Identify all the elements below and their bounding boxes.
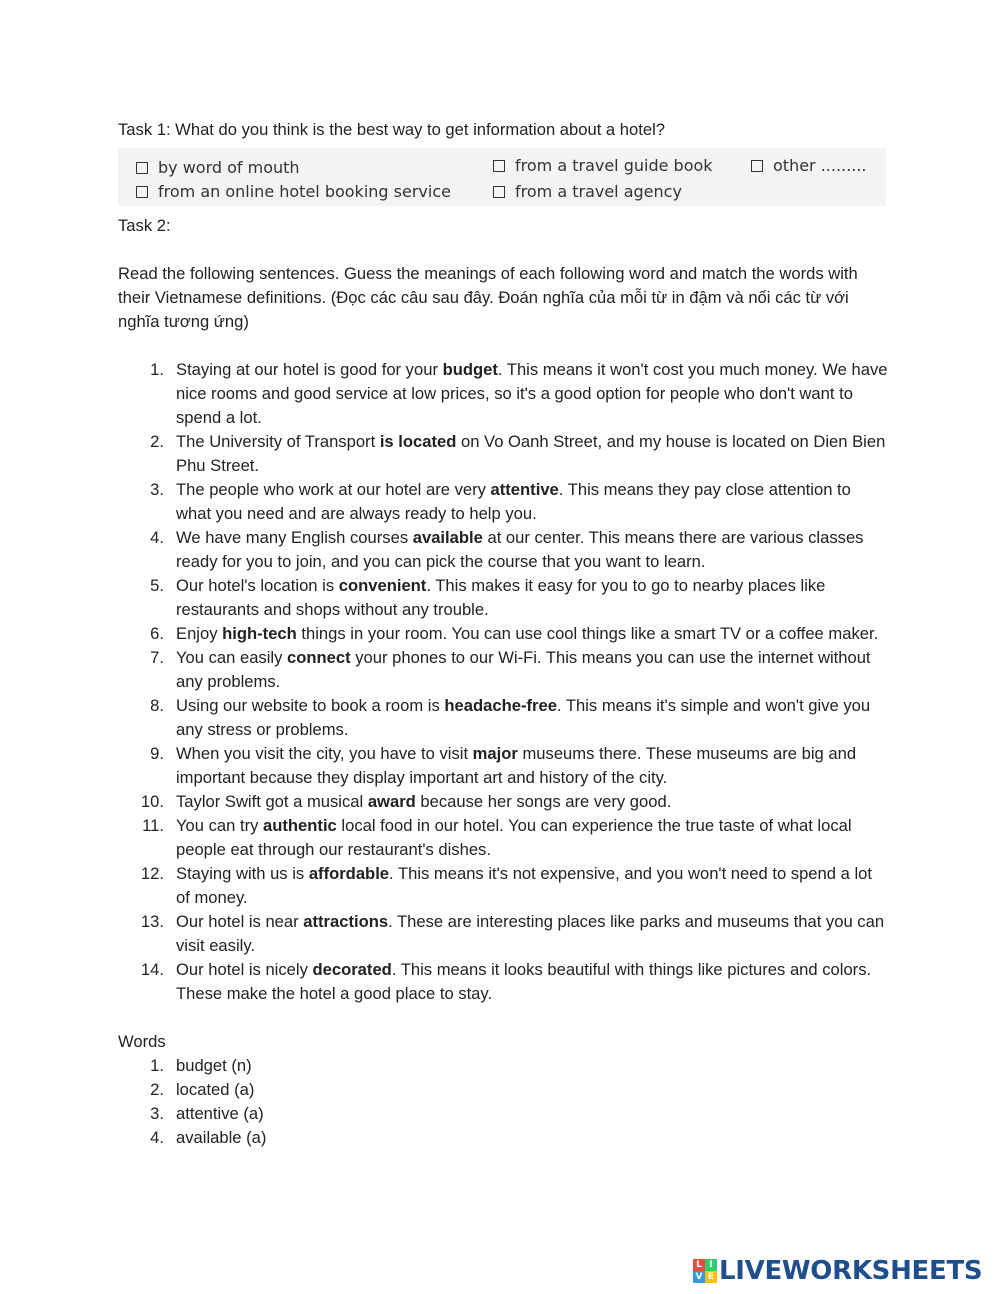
keyword: attentive: [490, 480, 559, 499]
sentence-text-before: You can easily: [176, 648, 288, 667]
sentence-text-after: museums there. These museums are big and important because they display important art and history of the city.: [176, 744, 857, 787]
sentence-text-before: Staying with us is: [176, 864, 309, 883]
logo-mark-tile: V: [693, 1271, 705, 1283]
task1-title: Task 1: What do you think is the best way to get information about a hotel?: [118, 120, 665, 139]
word-text: located (a): [176, 1080, 255, 1099]
logo-mark-icon: [693, 1259, 717, 1283]
item-number: 13.: [140, 912, 164, 931]
sentence-item: [118, 358, 888, 430]
sentence-text-before: We have many English courses: [176, 528, 413, 547]
sentence-item: [118, 910, 888, 958]
item-number: 8.: [150, 696, 164, 715]
option-label: from a travel guide book: [515, 156, 713, 175]
sentence-text-after: on Vo Oanh Street, and my house is located on Dien Bien Phu Street.: [176, 432, 886, 475]
sentence-text-after: your phones to our Wi-Fi. This means you can use the internet without any problems.: [176, 648, 871, 691]
sentence-list: [118, 358, 888, 1006]
word-list: [118, 1054, 888, 1150]
sentence-item: [118, 694, 888, 742]
words-title: Words: [118, 1032, 166, 1051]
keyword: convenient: [338, 576, 427, 595]
option-label: from an online hotel booking service: [158, 182, 451, 201]
sentence-item: [118, 814, 888, 862]
sentence-text-before: Staying at our hotel is good for your: [176, 360, 443, 379]
sentence-item: [118, 478, 888, 526]
checkbox[interactable]: [136, 162, 148, 174]
keyword: authentic: [263, 816, 337, 835]
keyword: attractions: [303, 912, 389, 931]
word-item: [118, 1054, 888, 1078]
item-number: 3.: [150, 1104, 164, 1123]
option-word-of-mouth[interactable]: [136, 156, 300, 180]
keyword: budget: [442, 360, 498, 379]
sentence-text-after: local food in our hotel. You can experience the true taste of what local people eat through our restaurant's dishes.: [176, 816, 852, 859]
sentence-item: [118, 862, 888, 910]
sentence-item: [118, 622, 888, 646]
sentence-text-before: Our hotel's location is: [176, 576, 339, 595]
keyword: headache-free: [444, 696, 557, 715]
keyword: major: [472, 744, 518, 763]
item-number: 14.: [140, 960, 164, 979]
option-label: other .........: [773, 156, 867, 175]
sentence-text-before: Using our website to book a room is: [176, 696, 445, 715]
keyword: high-tech: [222, 624, 297, 643]
option-other[interactable]: [751, 154, 866, 178]
checkbox[interactable]: [493, 160, 505, 172]
logo-text: LIVEWORKSHEETS: [719, 1256, 983, 1286]
sentence-text-before: Our hotel is nicely: [176, 960, 313, 979]
sentence-item: [118, 790, 888, 814]
sentence-item: [118, 574, 888, 622]
item-number: 10.: [140, 792, 164, 811]
option-online-booking[interactable]: [136, 180, 451, 204]
sentence-text-before: The University of Transport: [176, 432, 380, 451]
word-text: budget (n): [176, 1056, 252, 1075]
keyword: connect: [287, 648, 351, 667]
option-travel-agency[interactable]: [493, 180, 682, 204]
item-number: 2.: [150, 1080, 164, 1099]
liveworksheets-logo: [693, 1256, 982, 1286]
sentence-item: [118, 958, 888, 1006]
sentence-item: [118, 742, 888, 790]
sentence-text-after: things in your room. You can use cool things like a smart TV or a coffee maker.: [296, 624, 879, 643]
sentence-text-before: Our hotel is near: [176, 912, 304, 931]
checkbox[interactable]: [493, 186, 505, 198]
checkbox[interactable]: [751, 160, 763, 172]
sentence-text-after: . This means they pay close attention to what you need and are always ready to help you.: [176, 480, 851, 523]
item-number: 2.: [150, 432, 164, 451]
logo-mark-tile: I: [705, 1259, 717, 1271]
sentence-text-after: . This means it's simple and won't give you any stress or problems.: [176, 696, 871, 739]
sentence-text-before: The people who work at our hotel are very: [176, 480, 491, 499]
sentence-text-after: . These are interesting places like parks and museums that you can visit easily.: [176, 912, 885, 955]
word-text: available (a): [176, 1128, 267, 1147]
sentence-text-after: . This means it looks beautiful with things like pictures and colors. These make the hotel a good place to stay.: [176, 960, 872, 1003]
sentence-text-before: Taylor Swift got a musical: [176, 792, 368, 811]
sentence-text-after: because her songs are very good.: [415, 792, 672, 811]
item-number: 6.: [150, 624, 164, 643]
sentence-text-before: When you visit the city, you have to visit: [176, 744, 473, 763]
checkbox[interactable]: [136, 186, 148, 198]
sentence-text-after: . This means it's not expensive, and you won't need to spend a lot of money.: [176, 864, 872, 907]
item-number: 11.: [142, 816, 164, 835]
item-number: 12.: [140, 864, 164, 883]
sentence-text-after: at our center. This means there are various classes ready for you to join, and you can pick the course that you want to learn.: [176, 528, 864, 571]
item-number: 5.: [150, 576, 164, 595]
item-number: 4.: [150, 1128, 164, 1147]
task2-instruction: Read the following sentences. Guess the meanings of each following word and match the words with their Vietnamese definitions. (Đọc các câu sau đây. Đoán nghĩa của mỗi từ in đậm và nối các từ với nghĩa tương ứng): [118, 264, 858, 331]
option-label: by word of mouth: [158, 158, 300, 177]
sentence-text-before: You can try: [176, 816, 264, 835]
sentence-text-after: . This means it won't cost you much money. We have nice rooms and good service at low prices, so it's a good option for people who don't want to spend a lot.: [176, 360, 888, 427]
keyword: affordable: [308, 864, 390, 883]
word-item: [118, 1102, 888, 1126]
sentence-item: [118, 646, 888, 694]
word-text: attentive (a): [176, 1104, 264, 1123]
option-label: from a travel agency: [515, 182, 682, 201]
keyword: decorated: [312, 960, 392, 979]
sentence-item: [118, 526, 888, 574]
item-number: 3.: [150, 480, 164, 499]
option-travel-guide-book[interactable]: [493, 154, 713, 178]
keyword: is located: [379, 432, 457, 451]
sentence-text-before: Enjoy: [176, 624, 223, 643]
item-number: 7.: [150, 648, 164, 667]
item-number: 9.: [150, 744, 164, 763]
logo-mark-tile: E: [705, 1271, 717, 1283]
item-number: 1.: [150, 1056, 164, 1075]
item-number: 1.: [150, 360, 164, 379]
logo-mark-tile: L: [693, 1259, 705, 1271]
task2-title: Task 2:: [118, 216, 171, 235]
sentence-text-after: . This makes it easy for you to go to nearby places like restaurants and shops without any trouble.: [176, 576, 826, 619]
word-item: [118, 1078, 888, 1102]
word-item: [118, 1126, 888, 1150]
sentence-item: [118, 430, 888, 478]
item-number: 4.: [150, 528, 164, 547]
task1-options: [118, 148, 886, 206]
keyword: available: [412, 528, 483, 547]
worksheet: [118, 118, 888, 1150]
keyword: award: [367, 792, 416, 811]
